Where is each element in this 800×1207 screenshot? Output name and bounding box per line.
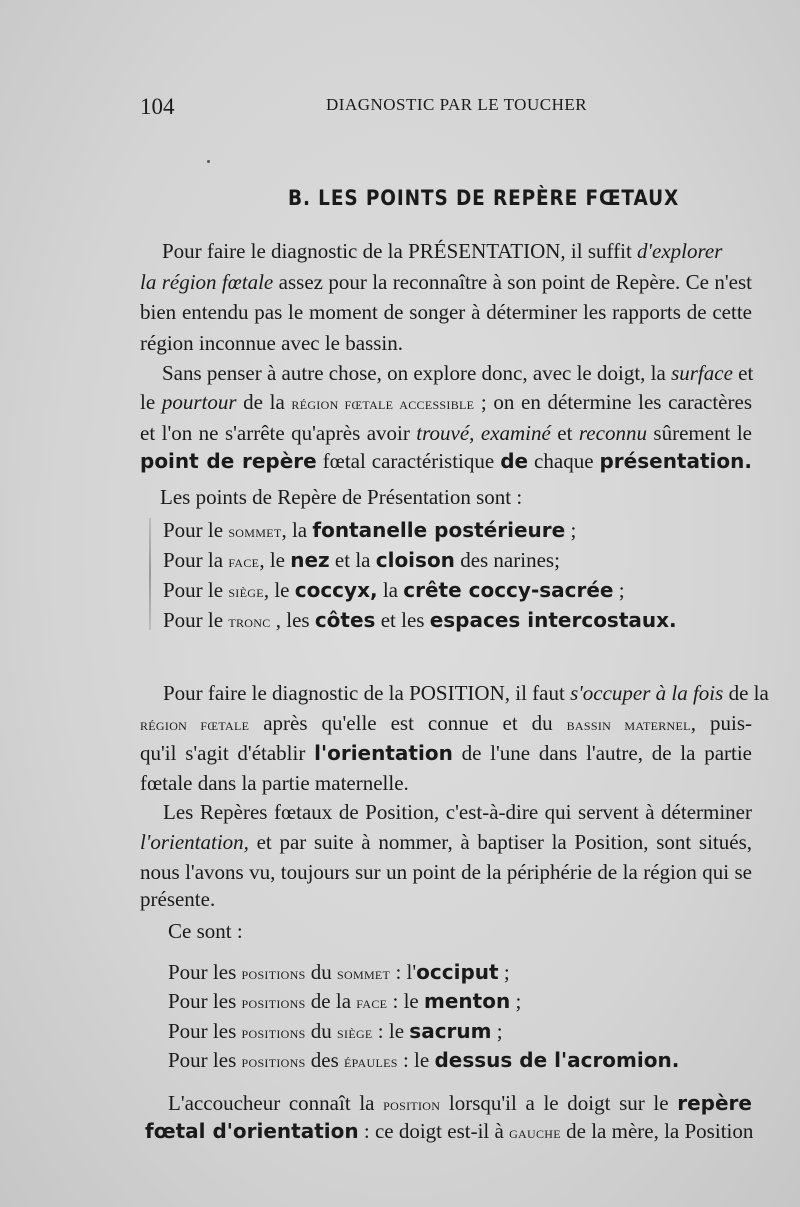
text-line <box>140 272 752 293</box>
text-run: : le <box>387 989 425 1013</box>
text-run: la <box>377 578 404 602</box>
text-run: sommet <box>337 964 391 983</box>
text-run: ; on en détermine les caractères <box>474 390 752 414</box>
text-run: de la <box>723 681 769 705</box>
text-run: de la <box>305 989 357 1013</box>
text-run: ; <box>565 518 577 542</box>
text-run: trouvé, examiné <box>416 421 551 445</box>
text-run: présentation. <box>599 449 752 473</box>
text-line <box>163 802 752 823</box>
text-run: fœtale dans la partie maternelle. <box>140 771 409 795</box>
text-run: de la <box>236 390 292 414</box>
text-run: repère <box>677 1091 752 1115</box>
text-line <box>140 451 752 472</box>
text-run: , puis- <box>690 711 752 735</box>
text-run: crête coccy-sacrée <box>403 578 614 602</box>
text-run: position <box>383 1095 441 1114</box>
text-run: ; <box>510 989 522 1013</box>
text-line <box>163 610 677 631</box>
text-run: , le <box>259 548 291 572</box>
text-run: espaces intercostaux. <box>429 608 677 632</box>
text-line <box>163 520 576 541</box>
text-run: du <box>305 1019 338 1043</box>
text-line <box>140 743 752 764</box>
text-run: Pour le <box>163 518 229 542</box>
text-run: Les points de Repère de Présentation sont : <box>160 485 523 509</box>
text-run: sommet <box>228 522 282 541</box>
text-line <box>162 241 722 262</box>
text-run: chaque <box>528 449 600 473</box>
text-line <box>140 423 752 444</box>
text-run: s'occuper à la fois <box>570 681 724 705</box>
margin-rule <box>149 518 151 630</box>
text-run: tronc <box>228 612 271 631</box>
text-run: ; <box>491 1019 503 1043</box>
text-run: des <box>305 1048 345 1072</box>
text-run: : le <box>372 1019 410 1043</box>
text-run: et <box>732 361 754 385</box>
text-run: l'orientation <box>314 741 453 765</box>
text-run: Pour le <box>163 578 229 602</box>
text-line <box>168 921 243 942</box>
text-run: pourtour <box>161 390 237 414</box>
text-run: Ce sont : <box>168 919 243 943</box>
text-run: dessus de l'acromion. <box>434 1048 680 1072</box>
text-line <box>163 580 625 601</box>
text-line <box>168 962 510 983</box>
text-run: la région fœtale <box>140 270 274 294</box>
text-run: positions <box>241 1023 306 1042</box>
text-run: Pour les <box>168 960 242 984</box>
text-run: d'explorer <box>637 239 723 263</box>
text-run: et par suite à nommer, à baptiser la Position, sont situés, <box>248 830 752 854</box>
text-run: épaules <box>344 1052 398 1071</box>
text-run: Pour la <box>163 548 229 572</box>
text-line <box>168 991 521 1012</box>
text-run: et l'on ne s'arrête qu'après avoir <box>140 421 417 445</box>
text-run: face <box>228 552 260 571</box>
text-line <box>140 773 409 794</box>
text-run: positions <box>241 1052 306 1071</box>
text-run: du <box>305 960 338 984</box>
text-run: gauche <box>509 1123 561 1142</box>
text-run: Pour faire le diagnostic de la POSITION, il faut <box>163 681 571 705</box>
text-line <box>140 713 752 734</box>
text-run: siège <box>228 582 264 601</box>
text-line <box>140 302 752 323</box>
text-run: bassin maternel <box>566 715 691 734</box>
text-run: de l'une dans l'autre, de la partie <box>452 741 752 765</box>
text-run: point de repère <box>140 449 317 473</box>
text-run: Pour le <box>163 608 229 632</box>
text-run: cloison <box>375 548 455 572</box>
text-run: ; <box>498 960 510 984</box>
text-run: face <box>356 993 388 1012</box>
text-run: région inconnue avec le bassin. <box>140 331 403 355</box>
text-line <box>162 363 753 384</box>
text-run: menton <box>424 989 511 1013</box>
running-header: DIAGNOSTIC PAR LE TOUCHER <box>326 95 588 114</box>
text-line <box>140 832 752 853</box>
text-run: de la mère, la Position <box>560 1119 754 1143</box>
text-run: ; <box>613 578 625 602</box>
text-line <box>140 333 403 354</box>
ink-speck <box>207 160 210 163</box>
text-line <box>145 1121 753 1142</box>
text-run: : l' <box>390 960 417 984</box>
text-run: Pour les <box>168 989 242 1013</box>
text-run: l'orientation, <box>140 830 249 854</box>
text-line <box>168 1021 503 1042</box>
text-run: positions <box>241 993 306 1012</box>
text-run: Pour faire le diagnostic de la PRÉSENTATION, il suffit <box>162 239 638 263</box>
text-run: : ce doigt est-il à <box>358 1119 510 1143</box>
text-line <box>140 392 752 413</box>
text-run: bien entendu pas le moment de songer à déterminer les rapports de cette <box>140 300 752 324</box>
text-run: , la <box>281 518 313 542</box>
text-run: et <box>550 421 579 445</box>
text-run: surface <box>671 361 733 385</box>
text-run: , le <box>263 578 295 602</box>
text-run: sûrement le <box>646 421 752 445</box>
text-run: fœtal d'orientation <box>145 1119 359 1143</box>
text-run: région fœtale accessible <box>291 394 475 413</box>
text-run: le <box>140 390 162 414</box>
text-run: nous l'avons vu, toujours sur un point de la périphérie de la région qui se <box>140 860 752 884</box>
section-title: B. LES POINTS DE REPÈRE FŒTAUX <box>288 186 680 210</box>
text-run: Pour les <box>168 1019 242 1043</box>
text-run: Les Repères fœtaux de Position, c'est-à-dire qui servent à déterminer <box>163 800 752 824</box>
text-run: lorsqu'il a le doigt sur le <box>440 1091 678 1115</box>
text-run: positions <box>241 964 306 983</box>
text-run: de <box>500 449 529 473</box>
text-run: assez pour la reconnaître à son point de Repère. Ce n'est <box>273 270 752 294</box>
text-run: des narines; <box>454 548 560 572</box>
text-run: L'accoucheur connaît la <box>168 1091 384 1115</box>
text-run: nez <box>290 548 330 572</box>
text-run: fœtal caractéristique <box>316 449 501 473</box>
text-run: siège <box>337 1023 373 1042</box>
text-run: région fœtale <box>140 715 250 734</box>
text-line <box>163 550 560 571</box>
text-run: et la <box>329 548 376 572</box>
text-run: après qu'elle est connue et du <box>249 711 567 735</box>
text-run: Sans penser à autre chose, on explore donc, avec le doigt, la <box>162 361 672 385</box>
page-number: 104 <box>140 94 175 119</box>
text-line <box>140 889 215 910</box>
text-line <box>160 487 522 508</box>
text-run: présente. <box>140 887 216 911</box>
text-run: reconnu <box>578 421 647 445</box>
text-run: et les <box>375 608 430 632</box>
text-line <box>140 862 752 883</box>
text-run: côtes <box>314 608 376 632</box>
text-run: Pour les <box>168 1048 242 1072</box>
text-run: occiput <box>416 960 499 984</box>
text-run: fontanelle postérieure <box>312 518 566 542</box>
text-run: qu'il s'agit d'établir <box>140 741 315 765</box>
text-run: , les <box>270 608 315 632</box>
text-line <box>168 1093 752 1114</box>
text-run: sacrum <box>409 1019 492 1043</box>
text-run: coccyx, <box>294 578 378 602</box>
text-line <box>168 1050 679 1071</box>
text-run: : le <box>397 1048 435 1072</box>
text-line <box>163 683 769 704</box>
